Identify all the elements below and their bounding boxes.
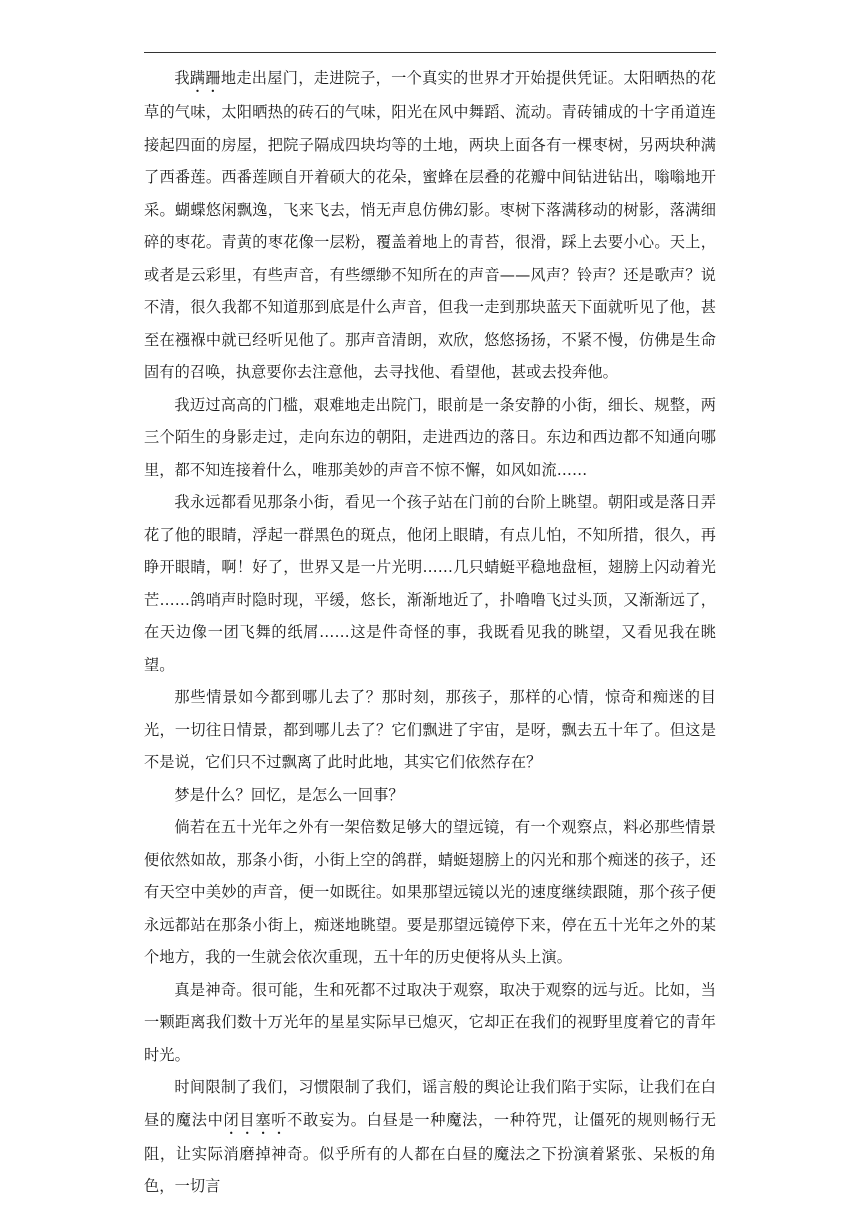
paragraph-text: 倘若在五十光年之外有一架倍数足够大的望远镜，有一个观察点，料必那些情景便依然如故，那条小街，小街上空的鸽群，蜻蜓翅膀上的闪光和那个痴迷的孩子，还有天空中美妙的声音，便一如既往。如果那望远镜以光的速度继续跟随，那个孩子便永远都站在那条小街上，痴迷地眺望。要是那望远镜停下来，停在五十光年之外的某个地方，我的一生就会依次重现，五十年的历史便将从头上演。 bbox=[144, 818, 716, 966]
paragraph-5 bbox=[144, 779, 716, 812]
article-body bbox=[144, 62, 716, 1203]
paragraph-text: 我永远都看见那条小街，看见一个孩子站在门前的台阶上眺望。朝阳或是落日弄花了他的眼睛，浮起一群黑色的斑点，他闭上眼睛，有点儿怕，不知所措，很久，再睁开眼睛，啊！好了，世界又是一片光明……几只蜻蜓平稳地盘桓，翅膀上闪动着光芒……鸽哨声时隐时现，平缓，悠长，渐渐地近了，扑噜噜飞过头顶，又渐渐远了，在天边像一团飞舞的纸屑……这是件奇怪的事，我既看见我的眺望，又看见我在眺望。 bbox=[144, 493, 716, 674]
paragraph-8 bbox=[144, 1071, 716, 1203]
paragraph-text: 地走出屋门，走进院子，一个真实的世界才开始提供凭证。太阳晒热的花草的气味，太阳晒热的砖石的气味，阳光在风中舞蹈、流动。青砖铺成的十字甬道连接起四面的房屋，把院子隔成四块均等的土地，两块上面各有一棵枣树，另两块种满了西番莲。西番莲顾自开着硕大的花朵，蜜蜂在层叠的花瓣中间钻进钻出，嗡嗡地开采。蝴蝶悠闲飘逸，飞来飞去，悄无声息仿佛幻影。枣树下落满移动的树影，落满细碎的枣花。青黄的枣花像一层粉，覆盖着地上的青苔，很滑，踩上去要小心。天上，或者是云彩里，有些声音，有些缥缈不知所在的声音——风声？铃声？还是歌声？说不清，很久我都不知道那到底是什么声音，但我一走到那块蓝天下面就听见了他，甚至在襁褓中就已经听见他了。那声音清朗，欢欣，悠悠扬扬，不紧不慢，仿佛是生命固有的召唤，执意要你去注意他，去寻找他、看望他，甚或去投奔他。 bbox=[144, 69, 716, 381]
emphasized-word: 蹒跚 bbox=[189, 69, 221, 87]
emphasized-word: 闭目塞听 bbox=[223, 1110, 288, 1129]
paragraph-text: 真是神奇。很可能，生和死都不过取决于观察，取决于观察的远与近。比如，当一颗距离我们数十万光年的星星实际早已熄灭，它却正在我们的视野里度着它的青年时光。 bbox=[144, 980, 716, 1064]
paragraph-2 bbox=[144, 389, 716, 487]
paragraph-text: 不敢妄为。白昼是一种魔法，一种符咒，让僵死的规则畅行无阻，让实际消磨掉神奇。似乎所有的人都在白昼的魔法之下扮演着紧张、呆板的角色，一切言 bbox=[144, 1110, 716, 1195]
paragraph-6 bbox=[144, 811, 716, 974]
paragraph-text: 时间限制了我们，习惯限制了我们，谣言般的舆论让我们陷于实际，让我们在白昼的魔法中 bbox=[144, 1078, 716, 1129]
paragraph-4 bbox=[144, 681, 716, 779]
paragraph-text: 我迈过高高的门槛，艰难地走出院门，眼前是一条安静的小街，细长、规整，两三个陌生的身影走过，走向东边的朝阳，走进西边的落日。东边和西边都不知通向哪里，都不知连接着什么，唯那美妙的声音不惊不懈，如风如流…… bbox=[144, 395, 716, 479]
header-rule bbox=[144, 52, 716, 53]
paragraph-3 bbox=[144, 486, 716, 681]
paragraph-text: 那些情景如今都到哪儿去了？那时刻，那孩子，那样的心情，惊奇和痴迷的目光，一切往日情景，都到哪儿去了？它们飘进了宇宙，是呀，飘去五十年了。但这是不是说，它们只不过飘离了此时此地，其实它们依然存在？ bbox=[144, 688, 716, 771]
paragraph-7 bbox=[144, 974, 716, 1072]
paragraph-1 bbox=[144, 62, 716, 389]
paragraph-text: 梦是什么？回忆，是怎么一回事？ bbox=[174, 785, 404, 804]
paragraph-text: 我 bbox=[174, 69, 190, 87]
